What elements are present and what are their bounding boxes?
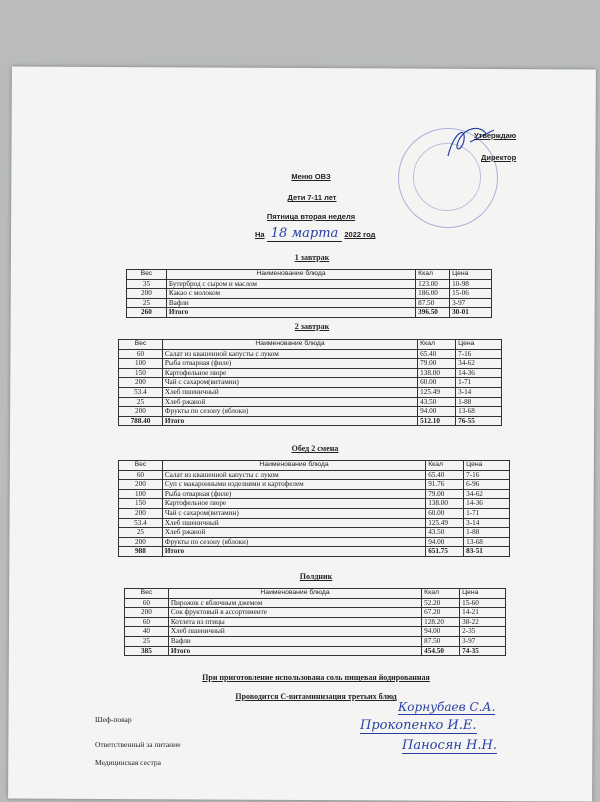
table-row: [119, 349, 502, 359]
director-label: Директор: [481, 153, 517, 162]
menu-table: [126, 269, 492, 318]
price-cell: 38-22: [460, 617, 506, 627]
price-cell: 7-16: [456, 349, 502, 359]
kcal-cell: 79.00: [418, 359, 456, 369]
table-row: [125, 636, 506, 646]
table-row: [119, 470, 510, 480]
kcal-cell: 94.00: [426, 537, 464, 547]
dish-name-cell: Картофельное пюре: [162, 499, 425, 509]
table-row: [119, 528, 510, 538]
weight-cell: 53.4: [119, 518, 163, 528]
table-row: [119, 378, 502, 388]
kcal-cell: 94.00: [418, 407, 456, 417]
table-row: [119, 407, 502, 417]
kcal-cell: 512.10: [418, 416, 456, 426]
price-cell: 34-62: [456, 359, 502, 369]
kcal-cell: 65.40: [426, 470, 464, 480]
kcal-cell: 138.00: [418, 368, 456, 378]
kcal-cell: 651.75: [426, 547, 464, 557]
table-row: [127, 289, 492, 299]
dish-name-cell: Вафли: [166, 298, 415, 308]
price-cell: 15-60: [460, 598, 506, 608]
section-title: 1 завтрак: [294, 253, 330, 262]
section-title: 2 завтрак: [294, 322, 330, 331]
weight-cell: 200: [119, 537, 163, 547]
table-row: [125, 598, 506, 608]
table-row: [119, 359, 502, 369]
table-row: [127, 279, 492, 289]
price-cell: 3-97: [460, 636, 506, 646]
kcal-cell: 43.50: [418, 397, 456, 407]
kcal-cell: 128.20: [422, 617, 460, 627]
table-header: Вес Наименование блюда Ккал Цена: [119, 340, 502, 350]
kcal-cell: 87.50: [422, 636, 460, 646]
price-cell: 1-88: [456, 397, 502, 407]
price-cell: 1-88: [464, 528, 510, 538]
kcal-cell: 125.49: [418, 387, 456, 397]
dish-name-cell: Итого: [162, 547, 425, 557]
dish-name-cell: Хлеб пшеничный: [162, 518, 425, 528]
table-row: [119, 489, 510, 499]
dish-name-cell: Хлеб пшеничный: [162, 387, 417, 397]
dish-name-cell: Бутерброд с сыром и маслом: [166, 279, 415, 289]
price-cell: 3-97: [450, 298, 492, 308]
weight-cell: 200: [119, 378, 163, 388]
total-row: [125, 646, 506, 656]
price-cell: 76-55: [456, 416, 502, 426]
menu-table: [124, 588, 506, 656]
menu-table: [118, 339, 502, 426]
table-row: [119, 387, 502, 397]
dish-name-cell: Итого: [168, 646, 421, 656]
weight-cell: 53.4: [119, 387, 163, 397]
kcal-cell: 454.50: [422, 646, 460, 656]
weight-cell: 25: [127, 298, 167, 308]
table-row: [119, 368, 502, 378]
weight-cell: 385: [125, 646, 169, 656]
price-cell: 83-51: [464, 547, 510, 557]
weight-cell: 100: [119, 359, 163, 369]
table-row: [125, 608, 506, 618]
weight-cell: 100: [119, 489, 163, 499]
weight-cell: 60: [119, 349, 163, 359]
kcal-cell: 52.20: [422, 598, 460, 608]
kcal-cell: 87.50: [416, 298, 450, 308]
price-cell: 34-62: [464, 489, 510, 499]
price-cell: 1-71: [464, 508, 510, 518]
table-header: Вес Наименование блюда Ккал Цена: [125, 589, 506, 599]
signature-role: Ответственный за питание: [95, 740, 181, 749]
price-cell: 30-01: [450, 308, 492, 318]
kcal-cell: 396.50: [416, 308, 450, 318]
dish-name-cell: Суп с макаронными изделиями и картофелем: [162, 480, 425, 490]
handwritten-name: Прокопенко И.Е.: [360, 718, 477, 733]
kcal-cell: 65.40: [418, 349, 456, 359]
weight-cell: 200: [119, 508, 163, 518]
price-cell: 7-16: [464, 470, 510, 480]
price-cell: 10-98: [450, 279, 492, 289]
price-cell: 14-21: [460, 608, 506, 618]
price-cell: 15-06: [450, 289, 492, 299]
table-row: [119, 397, 502, 407]
dish-name-cell: Картофельное пюре: [162, 368, 417, 378]
kcal-cell: 91.76: [426, 480, 464, 490]
total-row: [127, 308, 492, 318]
weight-cell: 25: [125, 636, 169, 646]
weight-cell: 150: [119, 368, 163, 378]
dish-name-cell: Рыба отварная (филе): [162, 489, 425, 499]
dish-name-cell: Хлеб ржаной: [162, 397, 417, 407]
price-cell: 3-14: [464, 518, 510, 528]
weight-cell: 25: [119, 397, 163, 407]
table-row: [119, 499, 510, 509]
price-cell: 1-71: [456, 378, 502, 388]
date-prefix: На: [255, 230, 265, 239]
weight-cell: 60: [125, 598, 169, 608]
price-cell: 13-68: [464, 537, 510, 547]
dish-name-cell: Чай с сахаром(витамин): [162, 508, 425, 518]
signature-role: Шеф-повар: [95, 715, 132, 724]
dish-name-cell: Салат из квашенной капусты с луком: [162, 470, 425, 480]
price-cell: 14-36: [456, 368, 502, 378]
table-row: [127, 298, 492, 308]
price-cell: 13-68: [456, 407, 502, 417]
menu-table: [118, 460, 510, 557]
total-row: [119, 547, 510, 557]
table-row: [125, 617, 506, 627]
weight-cell: 200: [119, 480, 163, 490]
dish-name-cell: Вафли: [168, 636, 421, 646]
kcal-cell: 79.00: [426, 489, 464, 499]
kcal-cell: 125.49: [426, 518, 464, 528]
dish-name-cell: Какао с молоком: [166, 289, 415, 299]
kcal-cell: 138.00: [426, 499, 464, 509]
date-line: [255, 226, 375, 241]
table-row: [125, 627, 506, 637]
vitamin-note: Проводится С-витаминизация третьих блюд: [235, 692, 397, 701]
section-title: Обед 2 смена: [291, 444, 339, 453]
dish-name-cell: Фрукты по сезону (яблоки): [162, 407, 417, 417]
weight-cell: 200: [127, 289, 167, 299]
table-row: [119, 508, 510, 518]
table-header: Вес Наименование блюда Ккал Цена: [127, 270, 492, 280]
dish-name-cell: Сок фруктовый в ассортименте: [168, 608, 421, 618]
price-cell: 14-36: [464, 499, 510, 509]
age-group: Дети 7-11 лет: [287, 193, 337, 202]
date-handwritten: 18 марта: [267, 226, 343, 242]
table-header: Вес Наименование блюда Ккал Цена: [119, 461, 510, 471]
dish-name-cell: Чай с сахаром(витамин): [162, 378, 417, 388]
kcal-cell: 60.00: [426, 508, 464, 518]
day-label: Пятница вторая неделя: [266, 212, 356, 221]
kcal-cell: 123.00: [416, 279, 450, 289]
weight-cell: 150: [119, 499, 163, 509]
dish-name-cell: Пирожок с яблочным джемом: [168, 598, 421, 608]
table-row: [119, 518, 510, 528]
weight-cell: 25: [119, 528, 163, 538]
kcal-cell: 60.00: [418, 378, 456, 388]
salt-note: При приготовление использована соль пищевая йодированная: [202, 673, 430, 682]
dish-name-cell: Фрукты по сезону (яблоки): [162, 537, 425, 547]
weight-cell: 60: [125, 617, 169, 627]
signature-role: Медицинская сестра: [95, 758, 161, 767]
kcal-cell: 186.00: [416, 289, 450, 299]
kcal-cell: 67.20: [422, 608, 460, 618]
weight-cell: 60: [119, 470, 163, 480]
dish-name-cell: Хлеб пшеничный: [168, 627, 421, 637]
handwritten-name: Паносян Н.Н.: [402, 738, 497, 753]
dish-name-cell: Итого: [166, 308, 415, 318]
weight-cell: 40: [125, 627, 169, 637]
dish-name-cell: Рыба отварная (филе): [162, 359, 417, 369]
table-row: [119, 537, 510, 547]
weight-cell: 200: [125, 608, 169, 618]
weight-cell: 260: [127, 308, 167, 318]
handwritten-name: Корнубаев С.А.: [398, 700, 496, 714]
price-cell: 2-35: [460, 627, 506, 637]
menu-title: Меню ОВЗ: [291, 172, 331, 181]
price-cell: 74-35: [460, 646, 506, 656]
dish-name-cell: Итого: [162, 416, 417, 426]
weight-cell: 988: [119, 547, 163, 557]
total-row: [119, 416, 502, 426]
dish-name-cell: Котлета из птицы: [168, 617, 421, 627]
approve-label: Утверждаю: [474, 131, 517, 140]
dish-name-cell: Салат из квашенной капусты с луком: [162, 349, 417, 359]
weight-cell: 788.40: [119, 416, 163, 426]
date-suffix: 2022 год: [344, 230, 376, 239]
price-cell: 3-14: [456, 387, 502, 397]
table-row: [119, 480, 510, 490]
weight-cell: 200: [119, 407, 163, 417]
section-title: Полдник: [299, 572, 333, 581]
price-cell: 6-96: [464, 480, 510, 490]
kcal-cell: 43.50: [426, 528, 464, 538]
kcal-cell: 94.00: [422, 627, 460, 637]
dish-name-cell: Хлеб ржаной: [162, 528, 425, 538]
weight-cell: 35: [127, 279, 167, 289]
